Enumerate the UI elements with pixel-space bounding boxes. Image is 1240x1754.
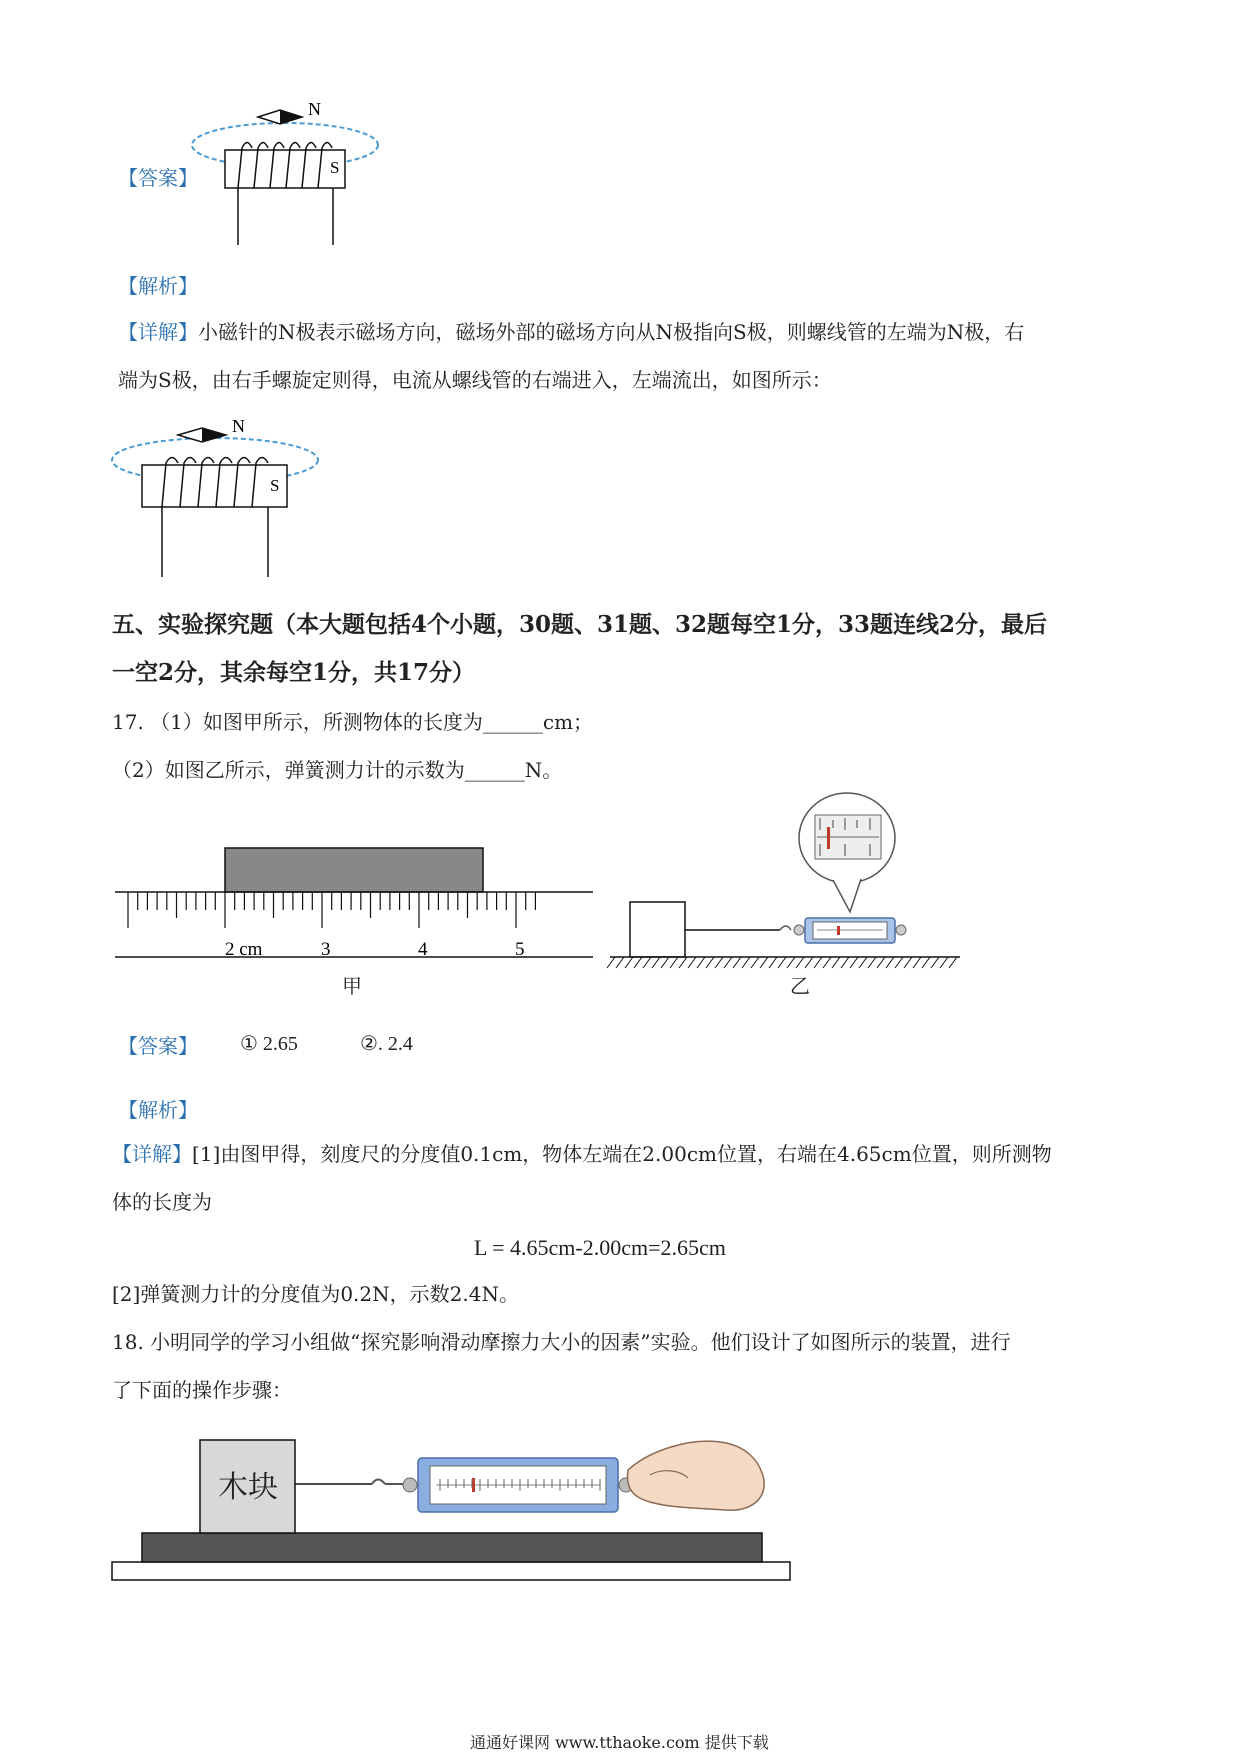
ground-hatch <box>850 957 858 968</box>
n-pole-label: N <box>232 416 245 436</box>
ground-hatch <box>814 957 822 968</box>
q17-part2: （2）如图乙所示，弹簧测力计的示数为______N。 <box>112 758 563 782</box>
solenoid-figure-answer <box>190 95 390 255</box>
q17-formula: L = 4.65cm-2.00cm=2.65cm <box>474 1235 726 1260</box>
ground-hatch <box>643 957 651 968</box>
n-pole-label: N <box>308 99 321 119</box>
ground-hatch <box>904 957 912 968</box>
ground-hatch <box>895 957 903 968</box>
ground-hatch <box>778 957 786 968</box>
ground-hatch <box>670 957 678 968</box>
ground-hatch <box>697 957 705 968</box>
q17-detail-tag: 【详解】 <box>112 1142 192 1166</box>
caption-right: 乙 <box>790 974 810 998</box>
section-heading-line1: 五、实验探究题（本大题包括4个小题，30题、31题、32题每空1分，33题连线2分，最后 <box>112 611 1048 638</box>
ground-hatch <box>733 957 741 968</box>
ground-hatch <box>625 957 633 968</box>
ground-hatch <box>715 957 723 968</box>
caption-left: 甲 <box>342 974 362 998</box>
answer-tag: 【答案】 <box>118 166 198 190</box>
q17-detail-line3: [2]弹簧测力计的分度值为0.2N，示数2.4N。 <box>112 1282 519 1306</box>
s-pole-label: S <box>270 476 280 495</box>
q17-answer-tag: 【答案】 <box>118 1034 198 1058</box>
spring-scale-figure <box>605 790 980 995</box>
ground-hatch <box>922 957 930 968</box>
ground-hatch <box>769 957 777 968</box>
q17-detail-line2: 体的长度为 <box>112 1190 212 1214</box>
q18-line2: 了下面的操作步骤： <box>112 1378 292 1402</box>
ground-hatch <box>679 957 687 968</box>
detail-text-line1: 小磁针的N极表示磁场方向，磁场外部的磁场方向从N极指向S极，则螺线管的左端为N极，右 <box>198 320 1025 344</box>
ground-hatch <box>652 957 660 968</box>
footer: 通通好课网 www.tthaoke.com 提供下载 <box>470 1733 769 1752</box>
ruler-label-2: 2 cm <box>225 939 263 960</box>
ground-hatch <box>832 957 840 968</box>
ground-hatch <box>859 957 867 968</box>
analysis-tag: 【解析】 <box>118 274 198 298</box>
ground-hatch <box>607 957 615 968</box>
q17-detail-line1: [1]由图甲得，刻度尺的分度值0.1cm，物体左端在2.00cm位置，右端在4.65cm位置，则所测物 <box>192 1142 1052 1166</box>
q18-line1: 18. 小明同学的学习小组做“探究影响滑动摩擦力大小的因素”实验。他们设计了如图所示的装置，进行 <box>112 1330 1011 1354</box>
q17-answer2: ②. 2.4 <box>360 1033 413 1055</box>
ground-hatch <box>724 957 732 968</box>
detail-text-line2: 端为S极，由右手螺旋定则得，电流从螺线管的右端进入，左端流出，如图所示： <box>118 368 832 392</box>
ground-hatch <box>787 957 795 968</box>
ground-hatch <box>634 957 642 968</box>
ground-hatch <box>706 957 714 968</box>
ground-hatch <box>823 957 831 968</box>
detail-tag: 【详解】 <box>118 320 198 344</box>
ground-hatch <box>913 957 921 968</box>
ground-hatch <box>868 957 876 968</box>
s-pole-label: S <box>330 158 340 177</box>
ruler-label-3: 3 <box>321 939 331 960</box>
ground-hatch <box>940 957 948 968</box>
ground-hatch <box>877 957 885 968</box>
ground-hatch <box>688 957 696 968</box>
solenoid-figure-analysis <box>110 415 320 580</box>
block-label: 木块 <box>218 1470 278 1505</box>
q17-answer1: ① 2.65 <box>240 1033 298 1055</box>
q17-part1: 17. （1）如图甲所示，所测物体的长度为______cm； <box>112 710 594 734</box>
ground-hatch <box>751 957 759 968</box>
ground-hatch <box>805 957 813 968</box>
ground-hatch <box>796 957 804 968</box>
section-heading-line2: 一空2分，其余每空1分，共17分） <box>112 659 476 686</box>
ruler-label-5: 5 <box>515 939 525 960</box>
ground-hatch <box>661 957 669 968</box>
ground-hatch <box>949 957 957 968</box>
ground-hatch <box>760 957 768 968</box>
ground-hatch <box>616 957 624 968</box>
ground-hatch <box>742 957 750 968</box>
q17-analysis-tag: 【解析】 <box>118 1098 198 1122</box>
friction-experiment-figure <box>110 1430 795 1585</box>
ruler-label-4: 4 <box>418 939 428 960</box>
ground-hatch <box>931 957 939 968</box>
ground-hatch <box>886 957 894 968</box>
ground-hatch <box>841 957 849 968</box>
